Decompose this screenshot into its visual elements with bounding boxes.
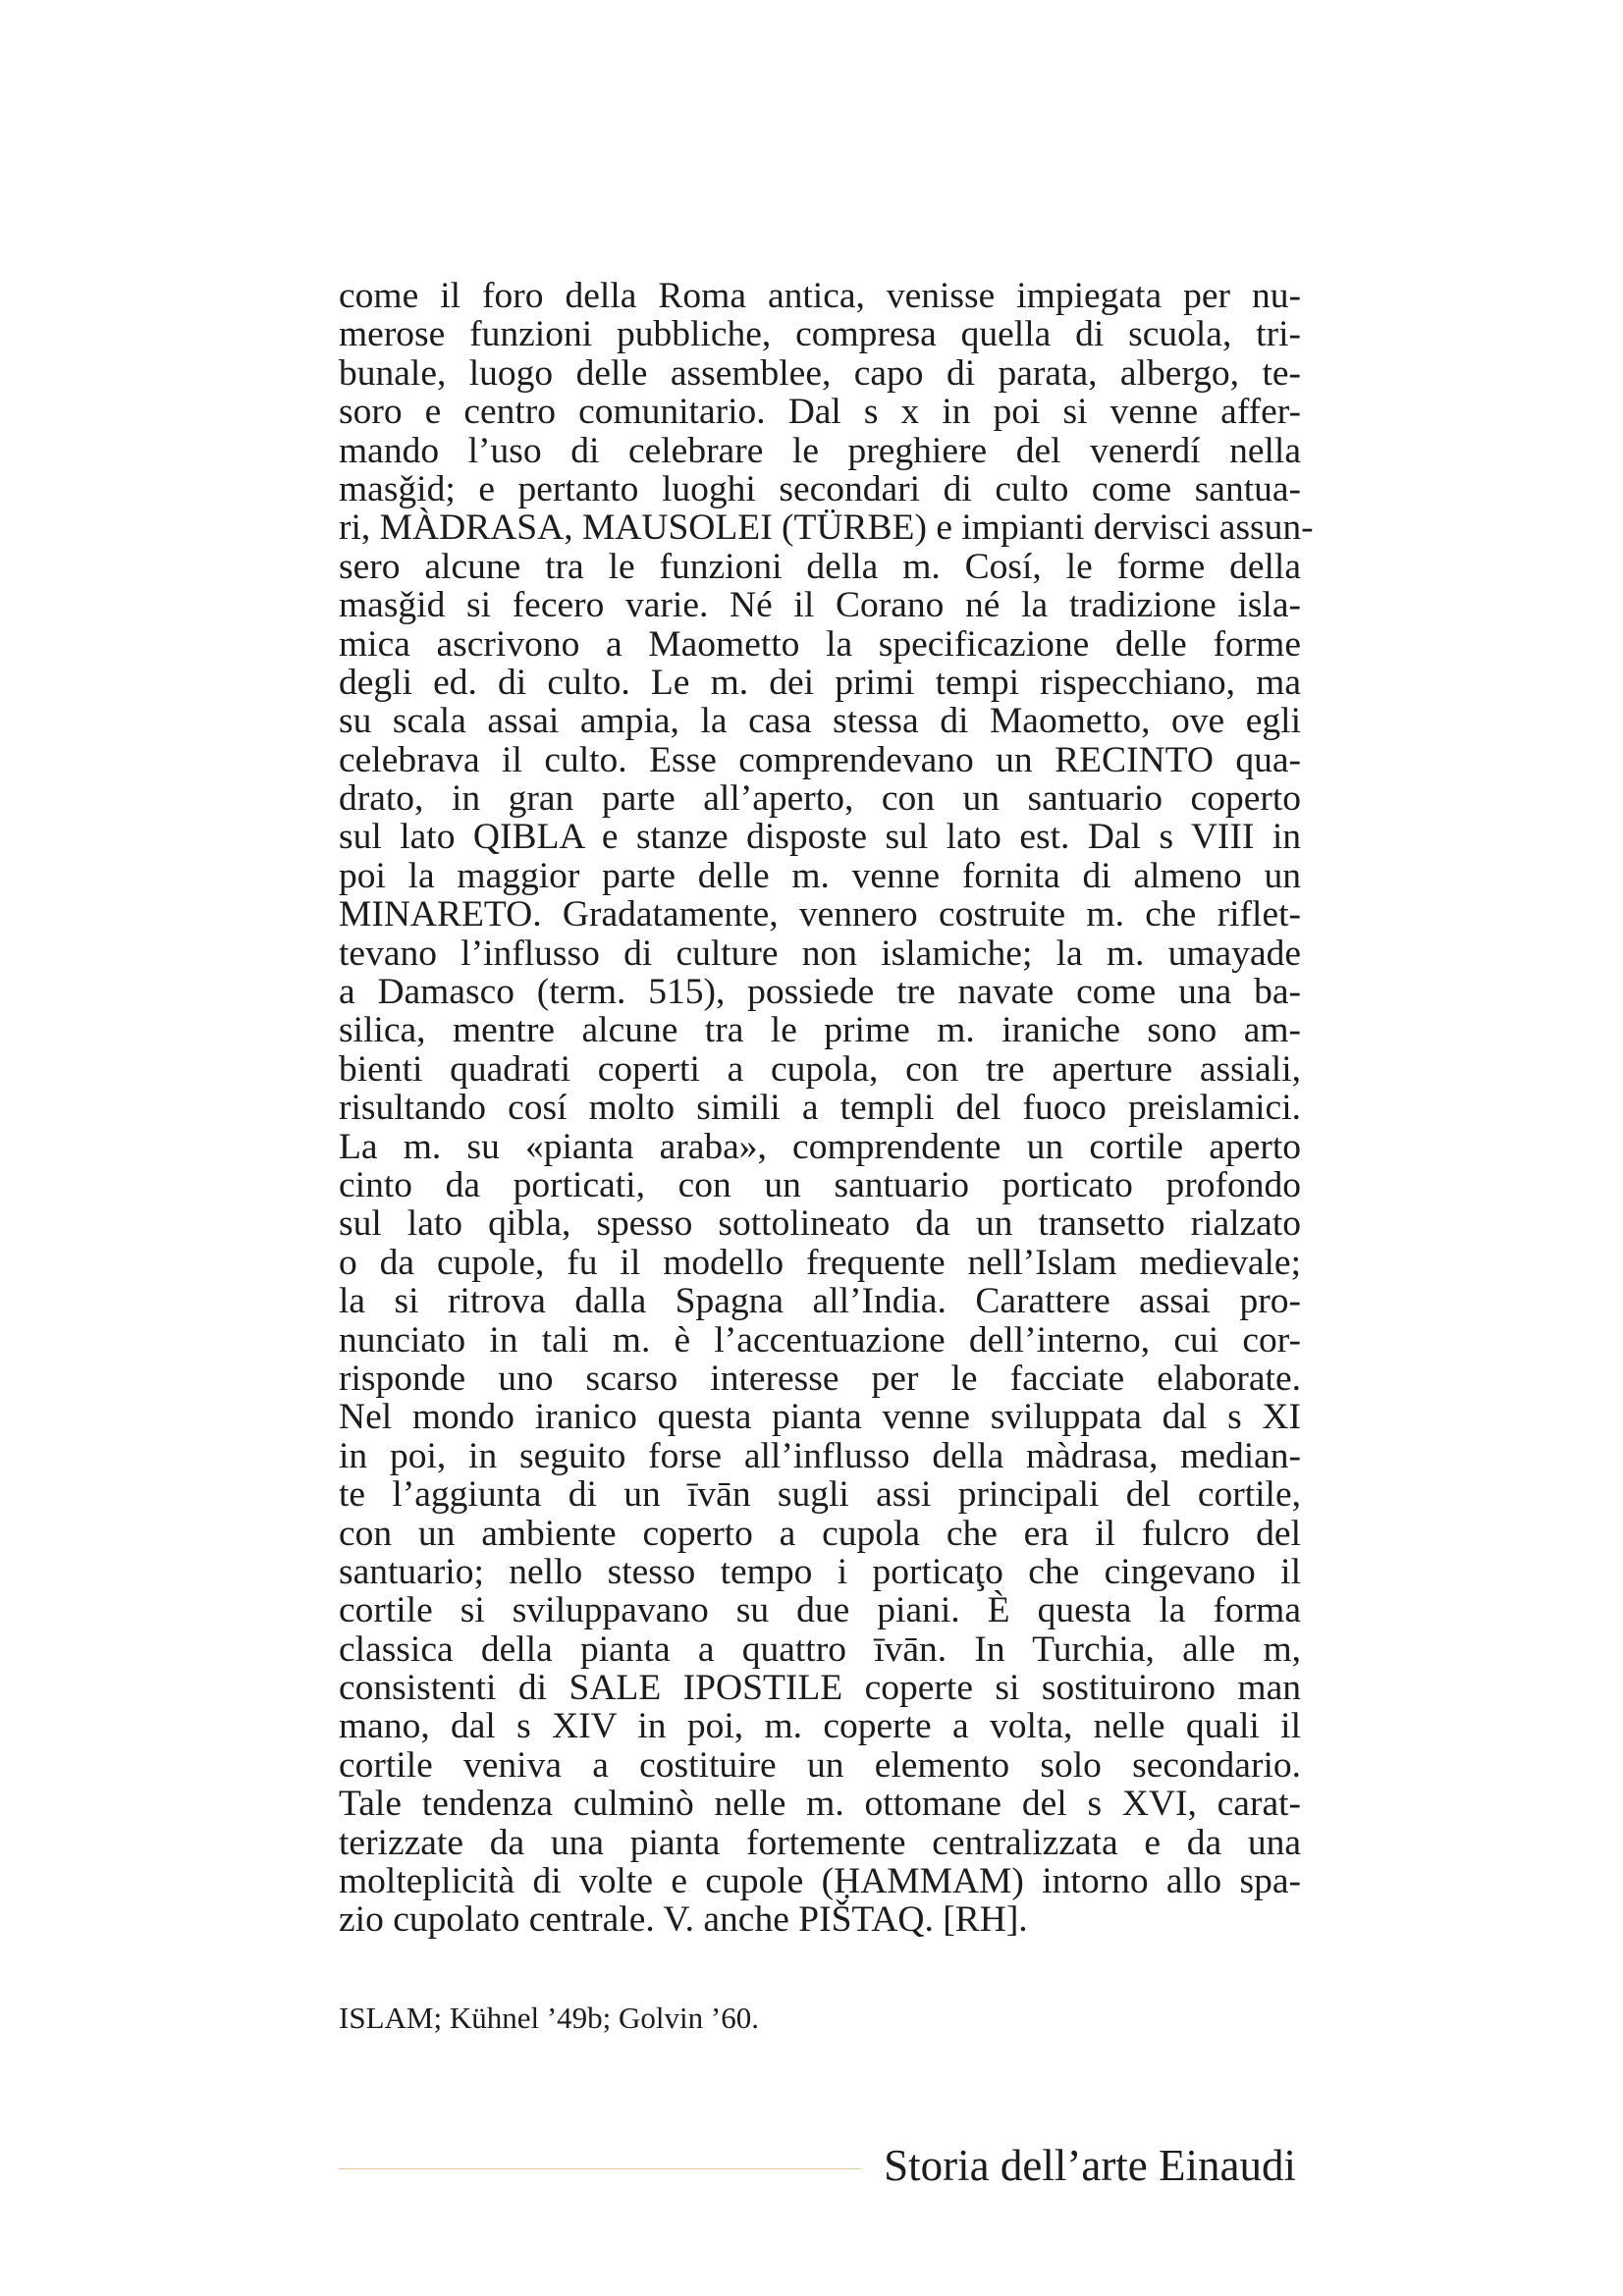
text-line: merose funzioni pubbliche, compresa quella di scuola, tri-	[339, 314, 1301, 355]
text-line: sul lato qibla, spesso sottolineato da un transetto rialzato	[339, 1203, 1301, 1245]
text-line: con un ambiente coperto a cupola che era il fulcro del	[339, 1513, 1301, 1554]
text-line: soro e centro comunitario. Dal s x in poi si venne affer-	[339, 392, 1301, 433]
text-line: in poi, in seguito forse all’influsso della màdrasa, median-	[339, 1435, 1301, 1476]
text-line: la si ritrova dalla Spagna all’India. Carattere assai pro-	[339, 1281, 1301, 1322]
text-line: mano, dal s XIV in poi, m. coperte a volta, nelle quali il	[339, 1706, 1301, 1747]
text-line: mica ascrivono a Maometto la specificazione delle forme	[339, 623, 1301, 665]
footer-rule	[339, 2168, 861, 2169]
text-line: cortile si sviluppavano su due piani. È questa la forma	[339, 1590, 1301, 1631]
text-line: Nel mondo iranico questa pianta venne sviluppata dal s XI	[339, 1397, 1301, 1438]
text-line: risultando cosí molto simili a templi del fuoco preislamici.	[339, 1088, 1301, 1129]
main-text	[339, 276, 1314, 1941]
text-line: molteplicità di volte e cupole (ḤAMMAM) intorno allo spa-	[339, 1861, 1301, 1902]
text-line: masǧid si fecero varie. Né il Corano né la tradizione isla-	[339, 585, 1301, 626]
text-line: sul lato QIBLA e stanze disposte sul lato est. Dal s VIII in	[339, 817, 1301, 858]
text-line: santuario; nello stesso tempo i porticaţo che cingevano il	[339, 1551, 1301, 1592]
text-line: consistenti di SALE IPOSTILE coperte si sostituirono man	[339, 1668, 1301, 1709]
text-line: sero alcune tra le funzioni della m. Cosí, le forme della	[339, 546, 1301, 587]
text-line: bunale, luogo delle assemblee, capo di parata, albergo, te-	[339, 352, 1301, 394]
text-line: degli ed. di culto. Le m. dei primi tempi rispecchiano, ma	[339, 662, 1301, 703]
text-line: Tale tendenza culminò nelle m. ottomane del s XVI, carat-	[339, 1784, 1301, 1825]
text-line: risponde uno scarso interesse per le facciate elaborate.	[339, 1358, 1301, 1399]
text-line: cortile veniva a costituire un elemento solo secondario.	[339, 1744, 1301, 1786]
text-line: o da cupole, fu il modello frequente nell’Islam medievale;	[339, 1242, 1301, 1283]
text-line: silica, mentre alcune tra le prime m. iraniche sono am-	[339, 1010, 1301, 1051]
bibliography-references: ISLAM; Kühnel ’49b; Golvin ’60.	[339, 2001, 759, 2035]
text-line: tevano l’influsso di culture non islamiche; la m. umayade	[339, 933, 1301, 974]
text-line: ri, MÀDRASA, MAUSOLEI (TÜRBE) e impianti dervisci assun-	[339, 507, 1314, 549]
text-line: poi la maggior parte delle m. venne fornita di almeno un	[339, 855, 1301, 896]
text-line: terizzate da una pianta fortemente centralizzata e da una	[339, 1822, 1301, 1863]
text-line: mando l’uso di celebrare le preghiere del venerdí nella	[339, 430, 1301, 471]
text-line: come il foro della Roma antica, venisse impiegata per nu-	[339, 276, 1301, 316]
text-line: masǧid; e pertanto luoghi secondari di culto come santua-	[339, 468, 1301, 509]
text-line: cinto da porticati, con un santuario porticato profondo	[339, 1164, 1301, 1205]
text-line: su scala assai ampia, la casa stessa di Maometto, ove egli	[339, 701, 1301, 742]
text-line: drato, in gran parte all’aperto, con un santuario coperto	[339, 778, 1301, 820]
text-line: La m. su «pianta araba», comprendente un cortile aperto	[339, 1126, 1301, 1167]
text-line: nunciato in tali m. è l’accentuazione dell’interno, cui cor-	[339, 1319, 1301, 1361]
text-line: bienti quadrati coperti a cupola, con tre aperture assiali,	[339, 1048, 1301, 1090]
text-line: te l’aggiunta di un īvān sugli assi principali del cortile,	[339, 1474, 1301, 1516]
text-line: a Damasco (term. 515), possiede tre navate come una ba-	[339, 972, 1301, 1013]
text-line: celebrava il culto. Esse comprendevano un RECINTO qua-	[339, 739, 1301, 780]
footer-title: Storia dell’arte Einaudi	[884, 2141, 1296, 2190]
text-line: zio cupolato centrale. V. anche PIŠTAQ. [RH].	[339, 1899, 1028, 1941]
text-line: MINARETO. Gradatamente, vennero costruite m. che riflet-	[339, 894, 1301, 935]
text-line: classica della pianta a quattro īvān. In Turchia, alle m,	[339, 1629, 1301, 1670]
